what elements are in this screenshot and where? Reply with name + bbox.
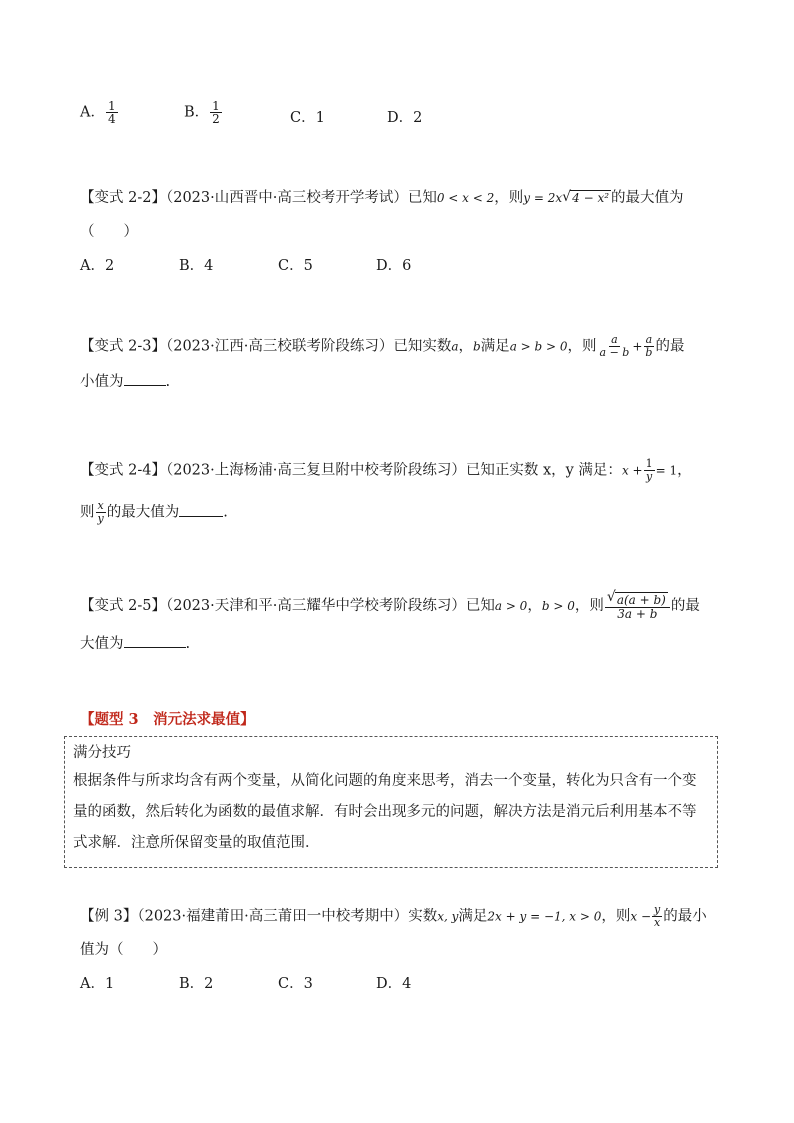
option-a: A．1 (80, 976, 115, 992)
option-c: C．1 (290, 110, 325, 126)
question-source: （2023·山西晋中·高三校考开学考试）已知 (165, 190, 437, 206)
fraction: $\frac{x}{y}$ (97, 499, 104, 525)
option-b: B．4 (179, 258, 214, 274)
condition: 2x + y = −1, x > 0 (487, 909, 602, 924)
question-source: （2023·福建莆田·高三莆田一中校考期中）实数 (137, 908, 438, 925)
option-b: B．2 (179, 976, 214, 992)
fraction-1: $\frac{a}{a - b}$ (599, 333, 630, 359)
condition: 0 < x < 2 (436, 191, 495, 205)
question-source: （2023·江西·高三校联考阶段练习）已知实数 (165, 338, 452, 355)
condition: a > b > 0 (509, 339, 568, 354)
question-tag: 【变式 2-5】 (80, 598, 166, 614)
question-2-5-line2: 大值为 . (80, 636, 191, 652)
function-prefix: y = 2x (523, 191, 563, 205)
option-d: D．4 (376, 976, 412, 992)
question-2-3: 【变式 2-3】（2023·江西·高三校联考阶段练习）已知实数a，b满足a > b > 0，则 $\frac{a}{a - b}$ + $\frac{a}{b}$ 的最 (80, 333, 685, 359)
question-tag: 【变式 2-2】 (80, 190, 166, 206)
condition-a: a > 0 (494, 599, 528, 613)
question-source: （2023·天津和平·高三耀华中学校考阶段练习）已知 (165, 598, 495, 614)
question-tag: 【例 3】 (80, 908, 138, 925)
option-b: B． $\frac{1}{2}$ (184, 99, 220, 126)
tip-box (64, 736, 718, 868)
sqrt-expression: √ 4 − x² (562, 189, 610, 205)
option-d: D．2 (387, 110, 423, 126)
sqrt-fraction: √ a(a + b) 3a + b (605, 592, 670, 620)
option-c: C．3 (278, 976, 313, 992)
question-paren: （ ） (80, 224, 138, 240)
option-a: A．2 (80, 258, 115, 274)
question-2-2: 【变式 2-2】（2023·山西晋中·高三校考开学考试）已知0 < x < 2，则y = 2x √ 4 − x² 的最大值为 (80, 189, 684, 206)
condition-b: b > 0 (541, 599, 575, 613)
example-3: 【例 3】（2023·福建莆田·高三莆田一中校考期中）实数x, y满足2x + y = −1, x > 0，则x − $\frac{y}{x}$ 的最小 (80, 903, 707, 929)
fraction-2: $\frac{a}{b}$ (645, 333, 653, 359)
answer-blank[interactable] (124, 373, 166, 386)
option-a: A． $\frac{1}{4}$ (80, 99, 116, 126)
tip-body: 根据条件与所求均含有两个变量，从简化问题的角度来思考，消去一个变量，转化为只含有一个变量的函数，然后转化为函数的最值求解．有时会出现多元的问题，解决方法是消元后利用基本不等式求解．注意所保留变量的取值范围． (73, 773, 697, 851)
question-2-3-line2: 小值为 . (80, 374, 171, 390)
answer-blank[interactable] (179, 504, 223, 517)
question-2-4: 【变式 2-4】（2023·上海杨浦·高三复旦附中校考阶段练习）已知正实数 x，y 满足：x + $\frac{1}{y}$ = 1， (80, 457, 692, 483)
option-d: D．6 (376, 258, 412, 274)
question-source: （2023·上海杨浦·高三复旦附中校考阶段练习）已知正实数 x，y 满足： (165, 462, 622, 479)
fraction: $\frac{y}{x}$ (654, 903, 661, 929)
question-2-4-line2: 则 $\frac{x}{y}$ 的最大值为 . (80, 499, 228, 525)
question-tag: 【变式 2-3】 (80, 338, 166, 355)
example-3-line2: 值为（ ） (80, 942, 167, 958)
answer-blank[interactable] (124, 635, 186, 648)
question-2-5: 【变式 2-5】（2023·天津和平·高三耀华中学校考阶段练习）已知a > 0，b > 0，则 √ a(a + b) 3a + b 的最 (80, 589, 700, 621)
option-c: C．5 (278, 258, 313, 274)
fraction: $\frac{1}{y}$ (645, 457, 653, 483)
tip-title: 满分技巧 (73, 745, 131, 761)
question-tag: 【变式 2-4】 (80, 462, 166, 479)
section-heading: 【题型 3 消元法求最值】 (80, 711, 255, 728)
